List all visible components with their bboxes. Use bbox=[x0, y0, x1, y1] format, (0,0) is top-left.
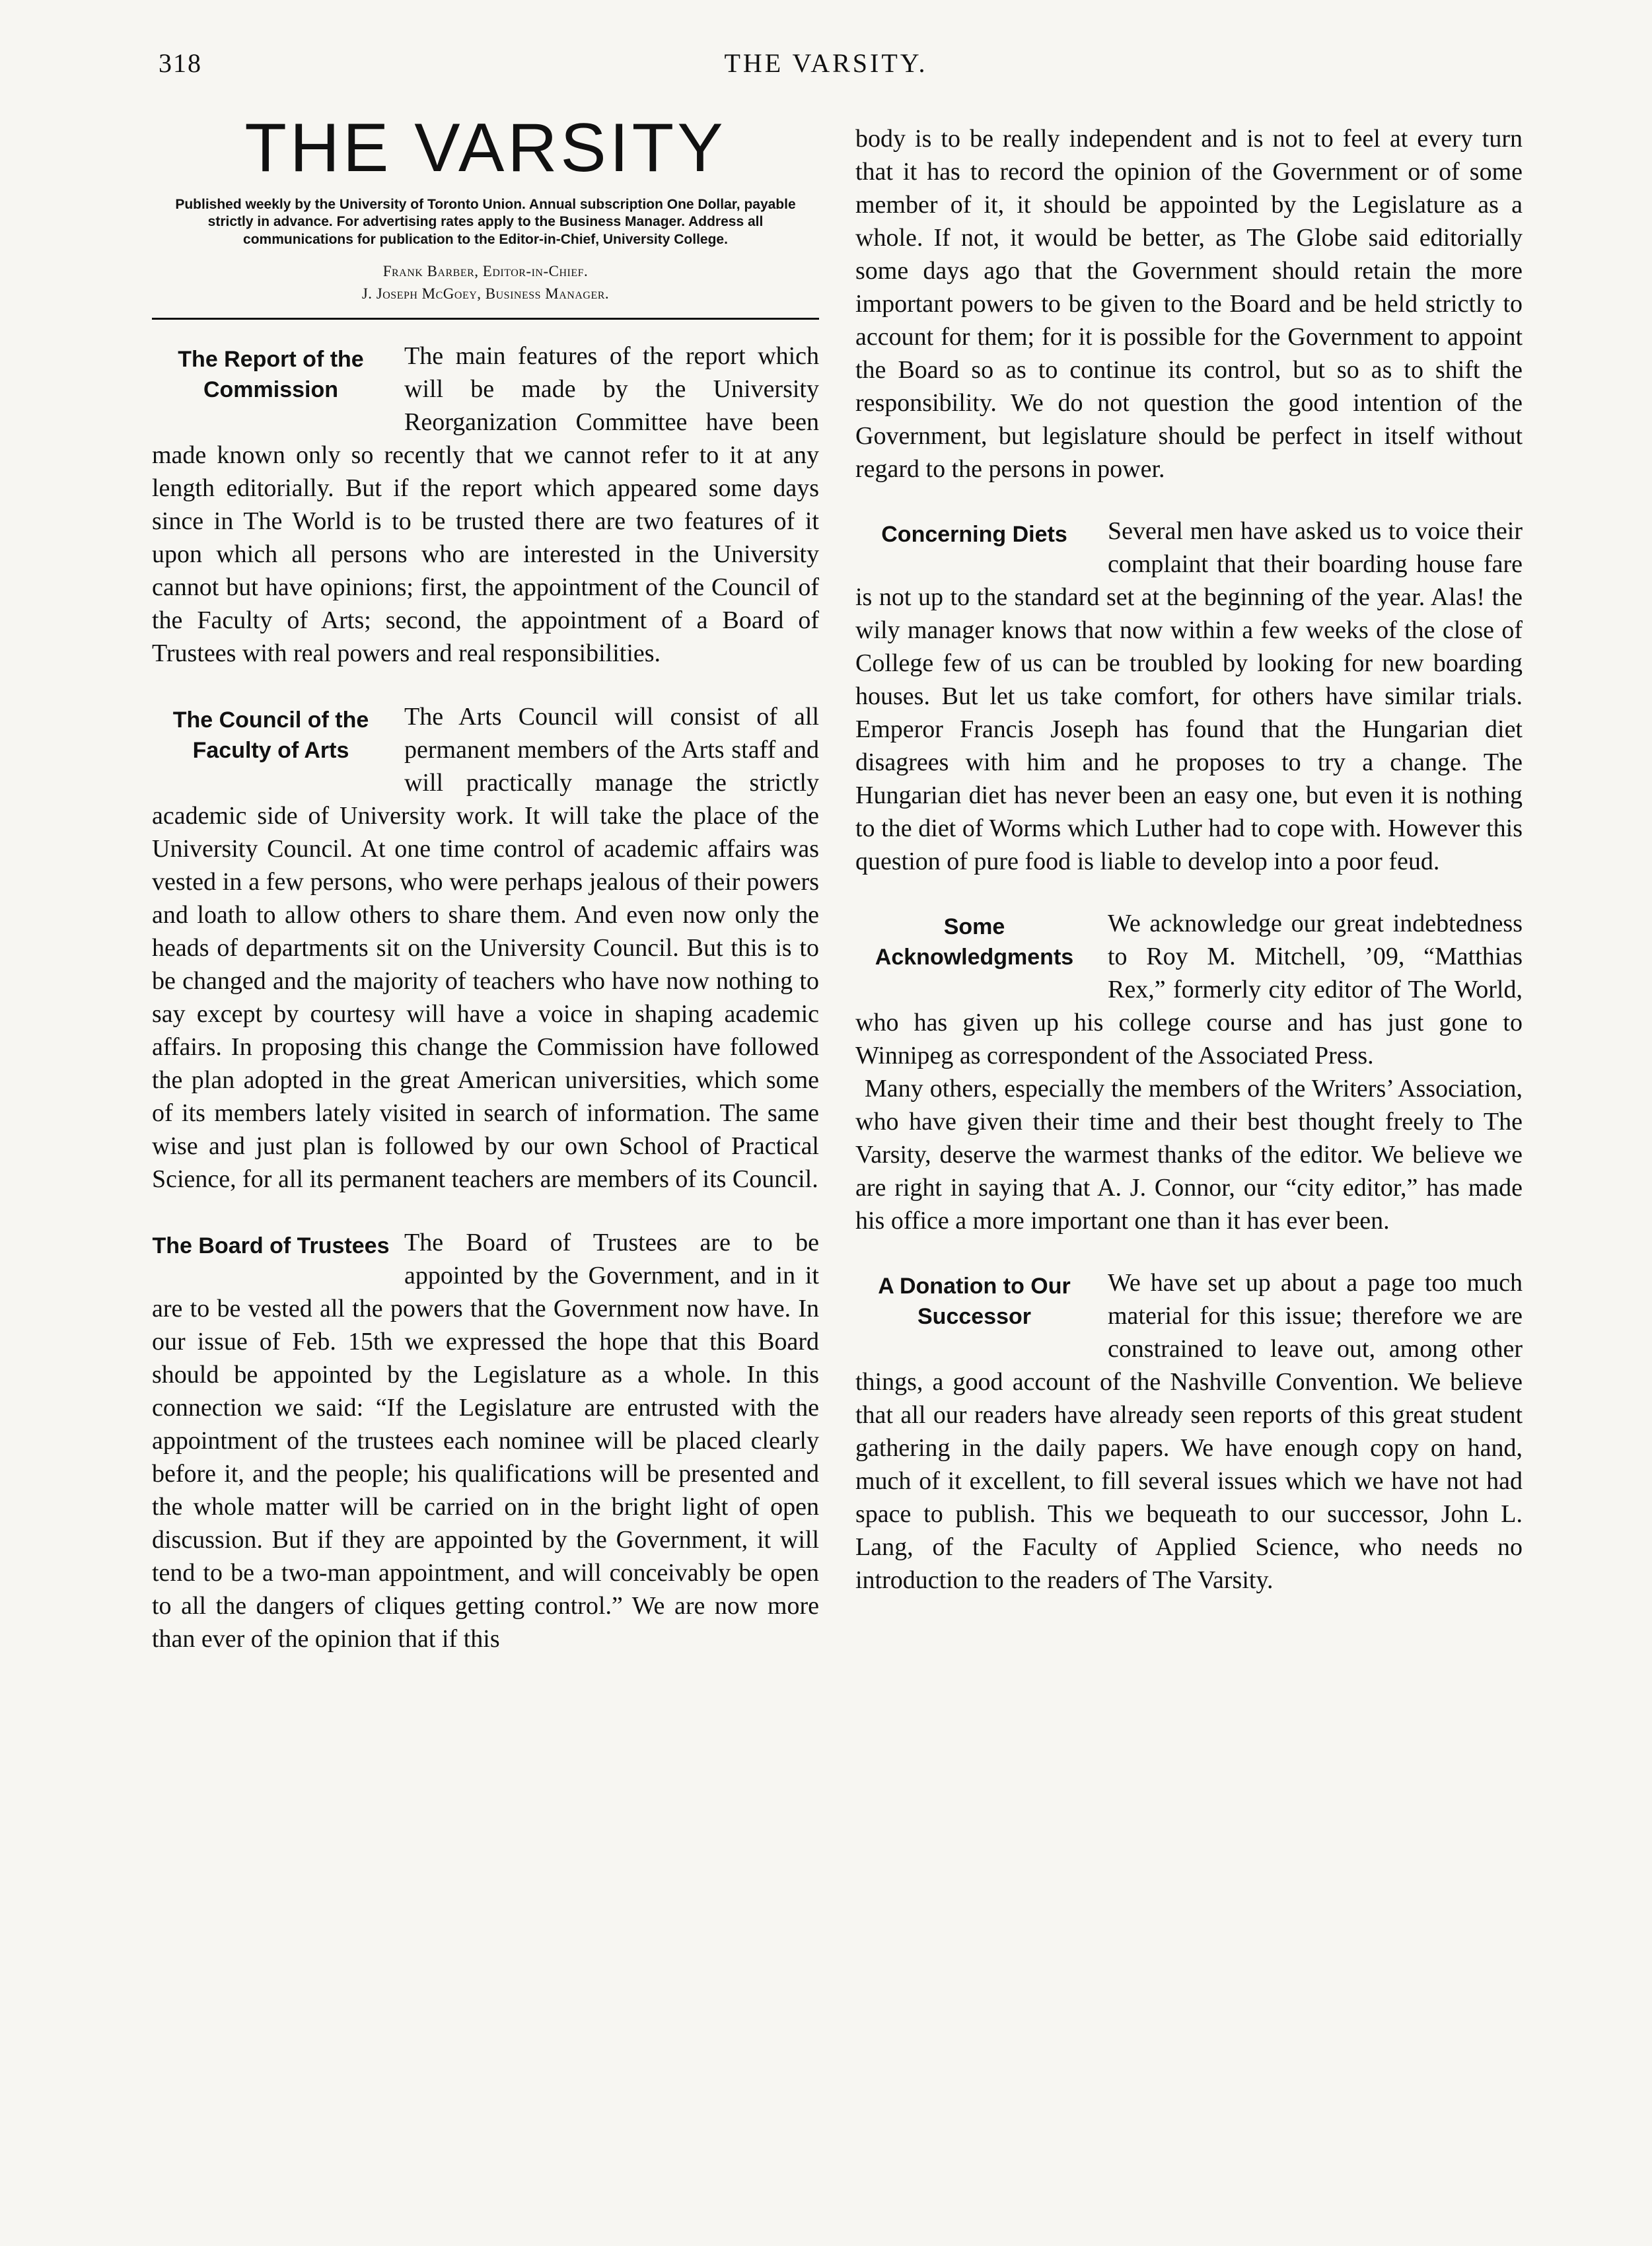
masthead-title: THE VARSITY bbox=[244, 110, 727, 186]
page-number: 318 bbox=[159, 48, 202, 78]
article-paragraph: We have set up about a page too much material for this issue; therefore we are constrained to leave out, among other things, a good account of the Nashville Convention. We believe that all our readers have already seen reports of this great student gathering in the daily papers. We have enough copy on hand, much of it excellent, to fill several issues which we have not had space to publish. This we bequeath to our successor, John L. Lang, of the Faculty of Applied Science, who needs no introduction to the readers of The Varsity. bbox=[855, 1269, 1523, 1594]
article-heading: The Council of the Faculty of Arts bbox=[172, 707, 369, 763]
editor-line: Frank Barber, Editor-in-Chief. bbox=[382, 262, 589, 279]
article-heading: A Donation to Our Successor bbox=[878, 1274, 1071, 1329]
running-title: THE VARSITY. bbox=[724, 48, 928, 78]
article-body bbox=[855, 515, 1523, 878]
article-paragraph: The main features of the report which will be made by the University Reorganization Committee have been made known only so recently that we cannot refer to it at any length editorially. But if the report which appeared some days since in The World is to be trusted there are two features of it upon which all persons who are interested in the University cannot but have opinions; first, the appointment of the Council of the Faculty of Arts; second, the appointment of a Board of Trustees with real powers and real responsibilities. bbox=[152, 342, 819, 667]
right-column bbox=[855, 122, 1523, 1626]
article-board-of-trustees-continued bbox=[855, 122, 1523, 486]
article-paragraph: Many others, especially the members of the Writers’ Association, who have given their time and their best thought freely to The Varsity, deserve the warmest thanks of the editor. We believe we are right in saying that A. J. Connor, our “city editor,” has made his office a more important one than it has ever been. bbox=[855, 1075, 1523, 1235]
article-paragraph: The Board of Trustees are to be appointed by the Government, and in it are to be vested all the powers that the Government now have. In our issue of Feb. 15th we expressed the hope that this Board should be appointed by the Legislature as a whole. In this connection we said: “If the Legislature are entrusted with the appointment of the trustees each nominee will be placed clearly before it, and the people; his qualifications will be presented and the whole matter will be carried on in the bright light of open discussion. But if they are appointed by the Government, it will tend to be a two-man appointment, and will conceivably be open to all the dangers of cliques getting control.” We are now more than ever of the opinion that if this bbox=[152, 1228, 819, 1653]
article-concerning-diets bbox=[855, 515, 1523, 878]
article-report-of-commission bbox=[152, 340, 819, 670]
article-board-of-trustees bbox=[152, 1226, 819, 1655]
article-continuation: body is to be really independent and is not to feel at every turn that it has to record the opinion of the Government or of some member of it, it should be appointed by the Legislature as a whole. If not, it would be better, as The Globe said editorially some days ago that the Government should retain the more important powers to be given to the Board and be held strictly to account for them; for it is possible for the Government to appoint the Board so as to continue its control, but so as to shift the responsibility. We do not question the good intention of the Government, but legislature should be perfect in itself without regard to the persons in power. bbox=[855, 125, 1523, 483]
article-body bbox=[152, 700, 819, 1196]
masthead bbox=[152, 112, 819, 306]
article-heading: Concerning Diets bbox=[881, 522, 1067, 547]
manager-line: J. Joseph McGoey, Business Manager. bbox=[361, 285, 610, 303]
running-head bbox=[152, 48, 1500, 87]
article-heading: Some Acknowledgments bbox=[875, 914, 1074, 970]
left-column bbox=[152, 112, 819, 1686]
article-donation-to-successor bbox=[855, 1266, 1523, 1597]
article-paragraph: We acknowledge our great indebtedness to Roy M. Mitchell, ’09, “Matthias Rex,” formerly city editor of The World, who has given up his college course and has just gone to Winnipeg as correspondent of the Associated Press. bbox=[855, 910, 1523, 1069]
article-paragraph: The Arts Council will consist of all permanent members of the Arts staff and will practically manage the strictly academic side of University work. It will take the place of the University Council. At one time control of academic affairs was vested in a few persons, who were perhaps jealous of their powers and loath to allow others to share them. And even now only the heads of departments sit on the University Council. But this is to be changed and the majority of teachers who have now nothing to say except by courtesy will have a voice in shaping academic affairs. In proposing this change the Commission have followed the plan adopted in the great American universities, which some of its members lately visited in search of information. The same wise and just plan is followed by our own School of Practical Science, for all its permanent teachers are members of its Council. bbox=[152, 702, 819, 1193]
article-heading: The Report of the Commission bbox=[178, 346, 364, 402]
article-paragraph: Several men have asked us to voice their complaint that their boarding house fare is not up to the standard set at the beginning of the year. Alas! the wily manager knows that now within a few weeks of the close of College few of us can be troubled by looking for new boarding houses. But let us take comfort, for others have similar trials. Emperor Francis Joseph has found that the Hungarian diet disagrees with him and he proposes to try a change. The Hungarian diet has never been an easy one, but even it is nothing to the diet of Worms which Luther had to cope with. However this question of pure food is liable to develop into a poor feud. bbox=[855, 517, 1523, 875]
masthead-staff bbox=[152, 260, 819, 306]
masthead-publication-info: Published weekly by the University of Toronto Union. Annual subscription One Dollar, payable strictly in advance. For advertising rates apply to the Business Manager. Address all communications for publication to the Editor-in-Chief, University College. bbox=[175, 197, 796, 247]
article-body bbox=[152, 1226, 819, 1655]
article-council-faculty-of-arts bbox=[152, 700, 819, 1196]
article-some-acknowledgments bbox=[855, 907, 1523, 1237]
masthead-rule bbox=[152, 318, 819, 320]
article-heading: The Board of Trustees bbox=[152, 1233, 390, 1258]
